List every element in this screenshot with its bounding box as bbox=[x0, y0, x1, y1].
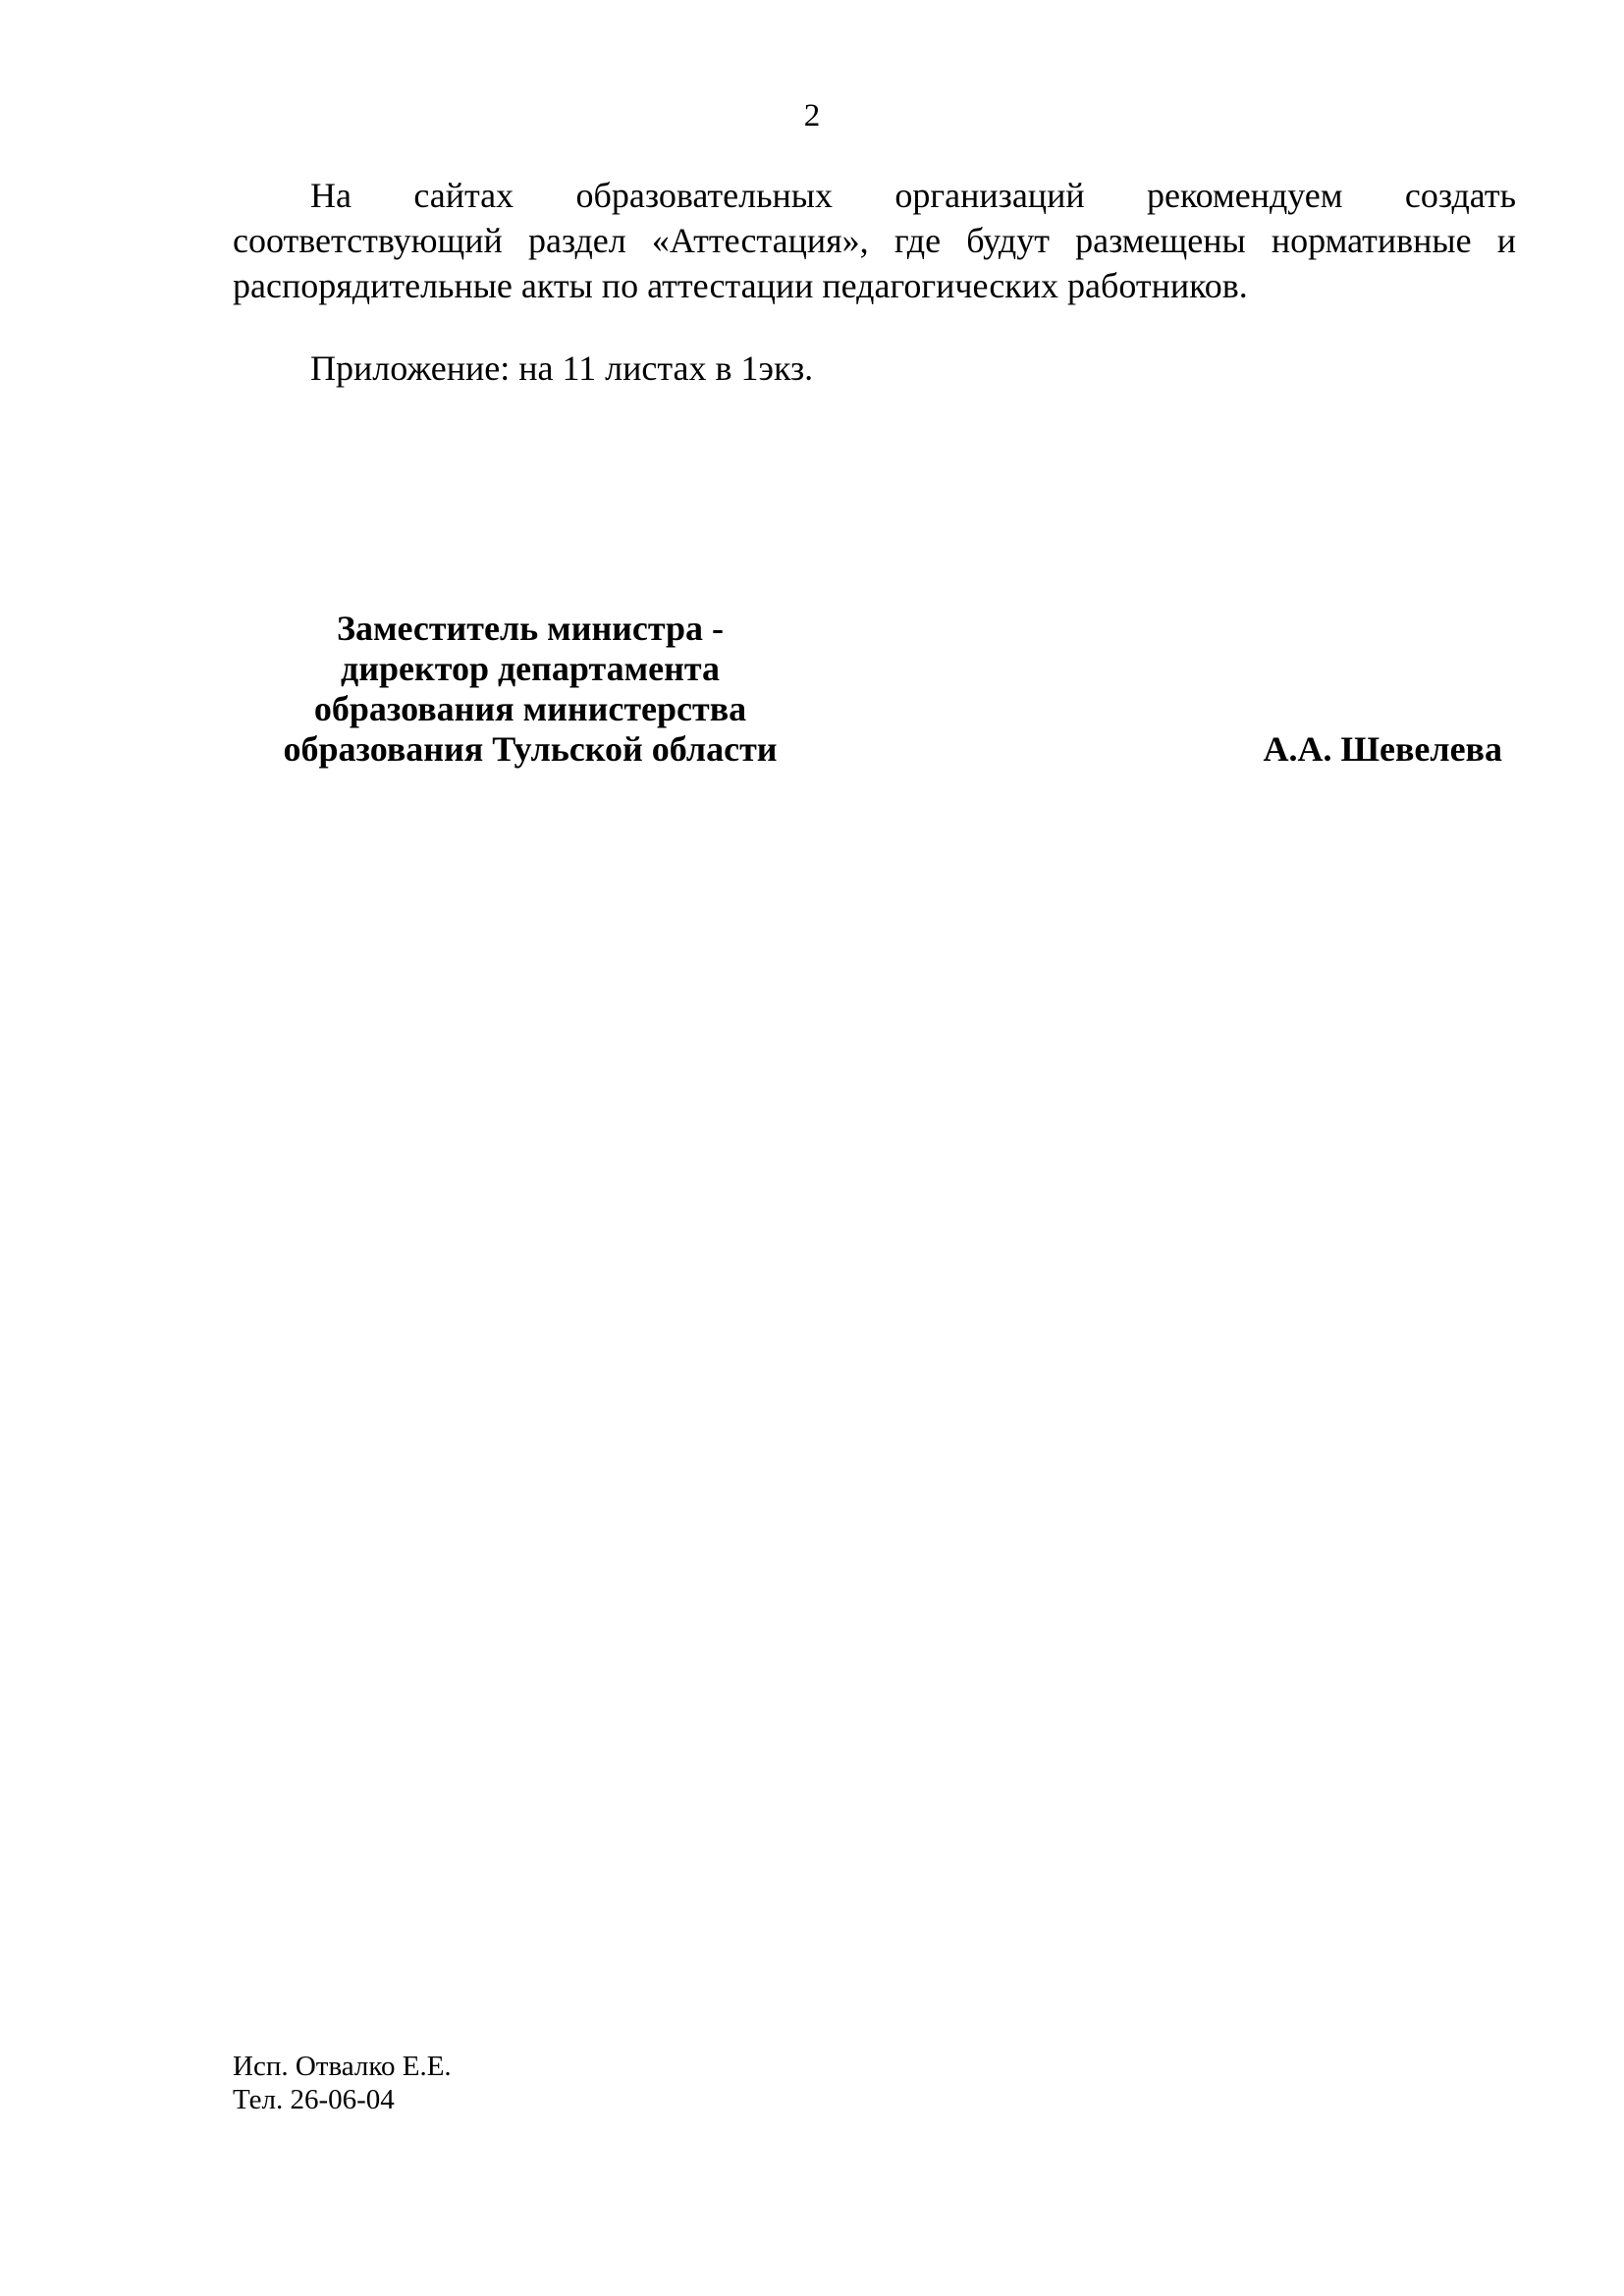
paragraph-attachment-note: Приложение: на 11 листах в 1экз. bbox=[310, 348, 814, 388]
executor-name: Исп. Отвалко Е.Е. bbox=[233, 2051, 452, 2082]
signatory-position-line: образования министерства bbox=[313, 689, 747, 728]
executor-phone: Тел. 26-06-04 bbox=[233, 2084, 395, 2115]
executor-footer bbox=[233, 2050, 452, 2116]
signatory-position bbox=[236, 609, 825, 770]
paragraph-attestation-section: На сайтах образовательных организаций рекомендуем создать соответствующий раздел «Аттестация», где будут размещены нормативные и распорядительные акты по аттестации педагогических работников. bbox=[233, 176, 1516, 305]
signatory-name: А.А. Шевелева bbox=[1263, 729, 1502, 769]
signatory-position-line: образования Тульской области bbox=[283, 729, 778, 769]
page-number: 2 bbox=[803, 98, 821, 133]
signatory-position-line: Заместитель министра - bbox=[336, 609, 725, 648]
signatory-position-line: директор департамента bbox=[341, 649, 720, 688]
